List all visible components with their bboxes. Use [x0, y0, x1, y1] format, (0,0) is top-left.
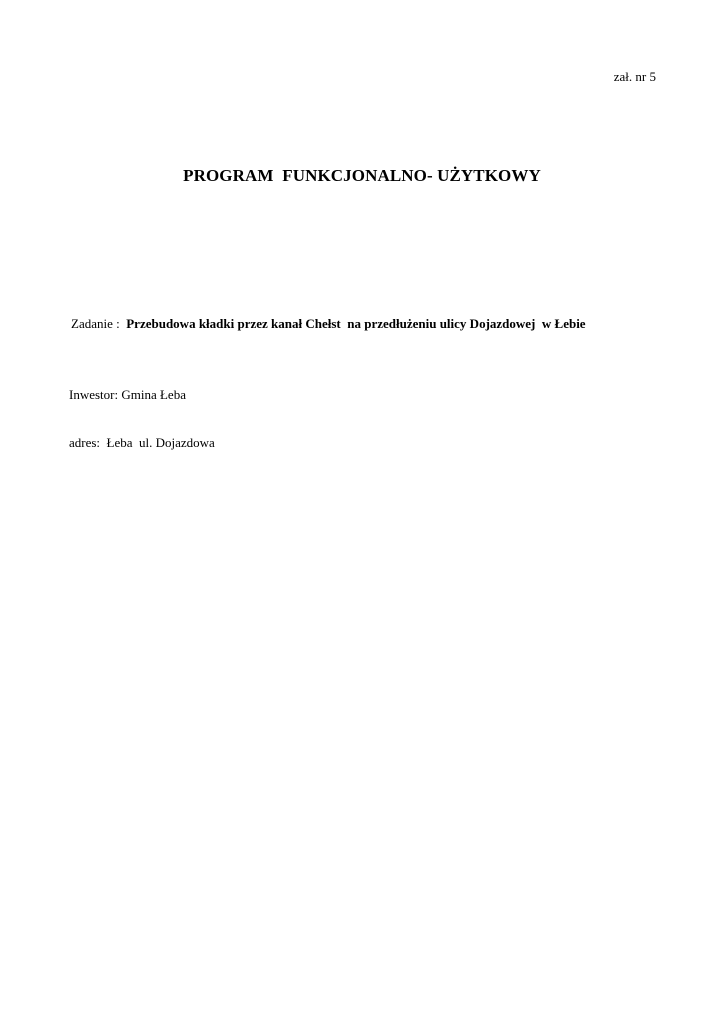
investor-line: Inwestor: Gmina Łeba	[69, 387, 186, 402]
document-title: PROGRAM FUNKCJONALNO- UŻYTKOWY	[183, 166, 541, 185]
attachment-number: zał. nr 5	[613, 69, 656, 84]
task-line	[71, 315, 586, 333]
address-line: adres: Łeba ul. Dojazdowa	[69, 435, 215, 450]
task-value: Przebudowa kładki przez kanał Chełst na przedłużeniu ulicy Dojazdowej w Łebie	[126, 316, 586, 331]
task-label: Zadanie :	[71, 316, 127, 331]
